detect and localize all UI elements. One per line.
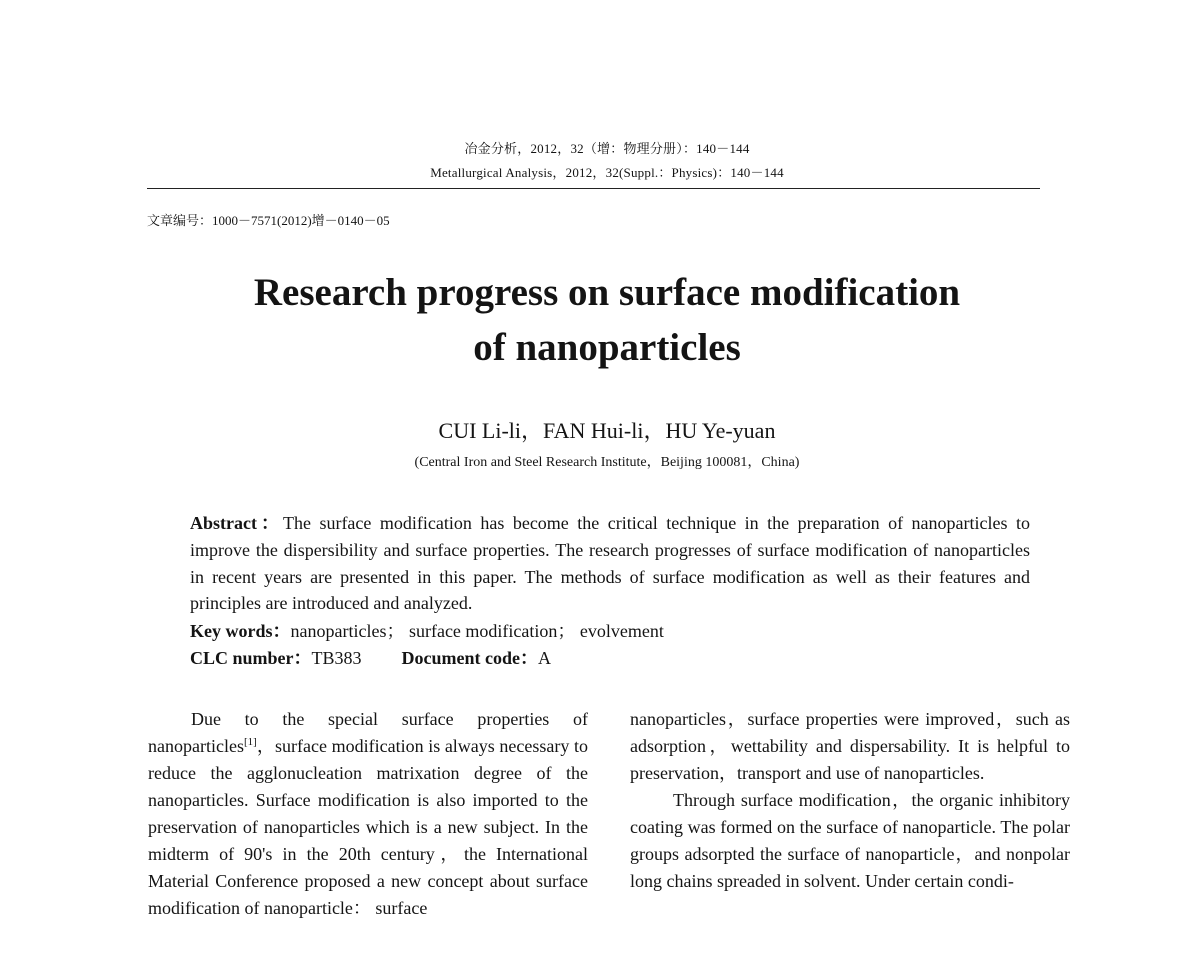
- clc-value: TB383: [311, 648, 362, 668]
- body-column-right: [630, 706, 1070, 895]
- keywords-text: nanoparticles； surface modification； evolvement: [290, 621, 664, 641]
- document-code-value: A: [538, 648, 552, 668]
- abstract-label: Abstract：: [190, 513, 283, 533]
- body-text: Due to the special surface properties of nanoparticles: [148, 709, 588, 756]
- body-paragraph: nanoparticles，surface properties were improved，such as adsorption，wettability and dispersability. It is helpful to preservation，transport and use of nanoparticles.: [630, 709, 1070, 783]
- body-paragraph: [148, 706, 588, 922]
- abstract-text: The surface modification has become the critical technique in the preparation of nanoparticles to improve the dispersibility and surface properties. The research progresses of surface modification of nanoparticles in recent years are presented in this paper. The methods of surface modification as well as their features and principles are introduced and analyzed.: [190, 513, 1031, 614]
- journal-header-english: Metallurgical Analysis，2012，32(Suppl.：Physics)：140－144: [430, 165, 784, 180]
- citation-ref: [1]: [243, 736, 257, 748]
- classification-line: [190, 644, 551, 670]
- keywords-label: Key words：: [190, 621, 291, 641]
- keywords: [190, 617, 664, 643]
- document-code-label: Document code：: [401, 648, 539, 668]
- body-paragraph: Through surface modification，the organic inhibitory coating was formed on the surface of nanoparticle. The polar groups adsorpted the surface of nanoparticle，and nonpolar long chains spreaded in solvent. Under certain condi-: [630, 790, 1070, 891]
- clc-label: CLC number：: [190, 648, 312, 668]
- abstract: [190, 510, 1030, 617]
- paper-title-line-1: Research progress on surface modification: [253, 271, 961, 314]
- paper-title-line-2: of nanoparticles: [473, 326, 741, 369]
- author-affiliation: (Central Iron and Steel Research Institute，Beijing 100081，China): [414, 455, 800, 470]
- header-rule: [147, 188, 1040, 189]
- article-number: 文章编号：1000－7571(2012)增－0140－05: [147, 213, 390, 228]
- author-list: CUI Li-li，FAN Hui-li，HU Ye-yuan: [438, 418, 776, 443]
- paper-title: [0, 265, 1200, 375]
- journal-header-chinese: 冶金分析，2012，32（增：物理分册）：140－144: [464, 141, 750, 156]
- body-column-left: [148, 706, 588, 922]
- body-text: ，surface modification is always necessary to reduce the agglonucleation matrixation degree of the nanoparticles. Surface modification is also imported to the preservation of nanoparticles which is a new subject. In the midterm of 90's in the 20th century，the International Material Conference proposed a new concept about surface modification of nanoparticle： surface: [148, 736, 588, 918]
